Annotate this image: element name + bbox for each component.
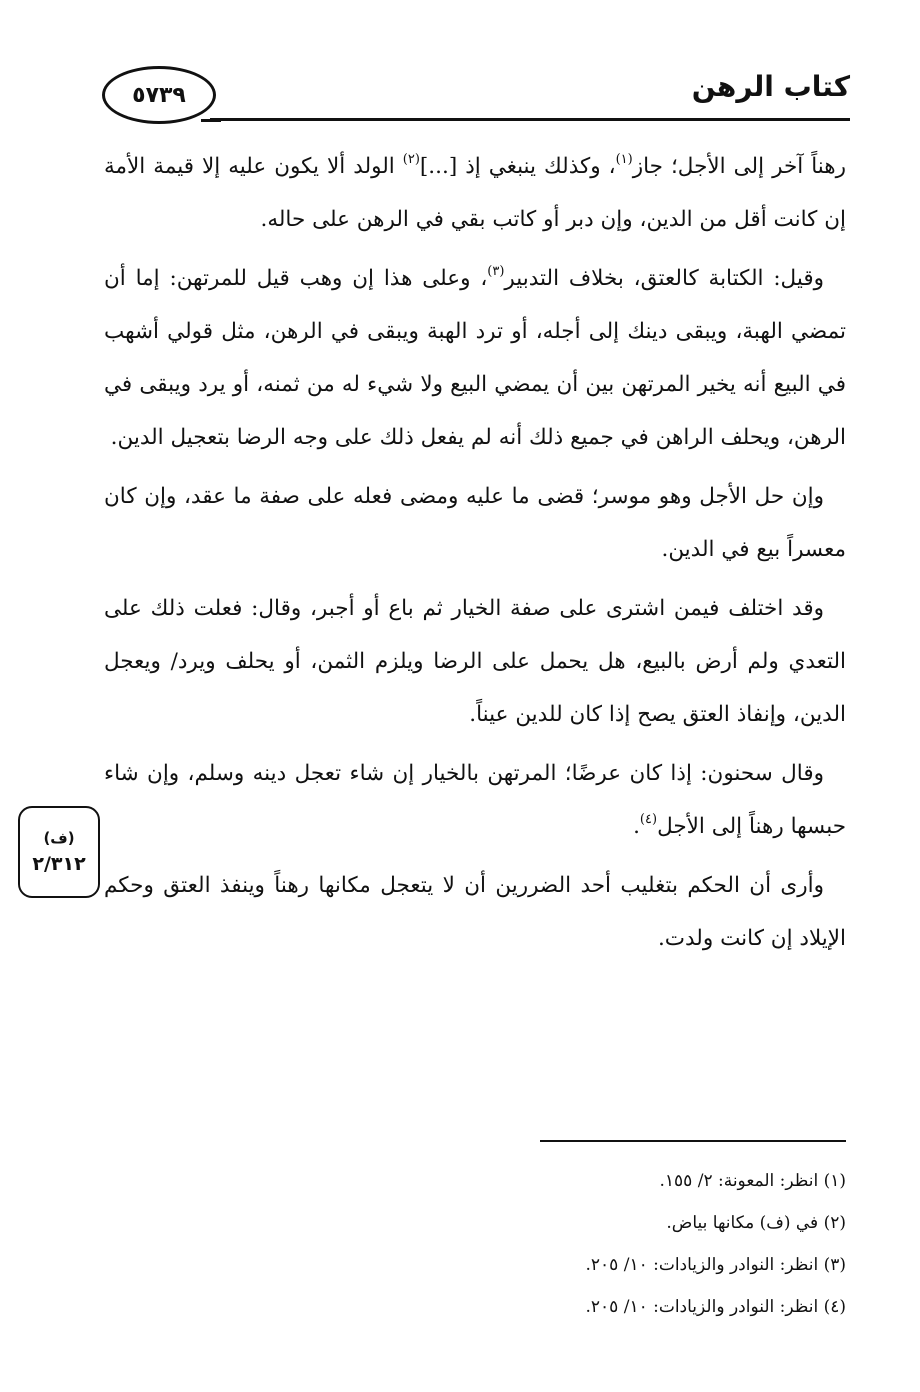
manuscript-siglum: (ف) xyxy=(43,829,75,847)
footnote-ref: (٢) xyxy=(402,152,420,167)
paragraph xyxy=(104,747,846,853)
main-text xyxy=(104,140,846,971)
footnote-ref: (٣) xyxy=(487,264,505,279)
paragraph xyxy=(104,140,846,246)
footnote: (١) انظر: المعونة: ٢/ ١٥٥. xyxy=(659,1171,846,1191)
paragraph-text: وقال سحنون: إذا كان عرضًا؛ المرتهن بالخيار إن شاء تعجل دينه وسلم، وإن شاء حبسها رهناً إلى الأجل xyxy=(104,761,846,839)
book-title: كتاب الرهن xyxy=(691,70,850,103)
paragraph: وأرى أن الحكم بتغليب أحد الضررين أن لا يتعجل مكانها رهناً وينفذ العتق وحكم الإيلاد إن كانت ولدت. xyxy=(104,873,846,951)
footnote-separator xyxy=(540,1140,846,1142)
footnote-ref: (١) xyxy=(615,152,633,167)
paragraph-text: وقيل: الكتابة كالعتق، بخلاف التدبير xyxy=(504,266,824,291)
page-header xyxy=(100,52,850,132)
manuscript-folio-note xyxy=(18,806,100,898)
header-rule xyxy=(210,118,850,121)
paragraph-text: ، وكذلك ينبغي إذ [...] xyxy=(419,154,616,179)
footnote-ref: (٤) xyxy=(639,812,658,827)
folio-number: ٢/٣١٢ xyxy=(32,853,86,875)
paragraph-text: رهناً آخر إلى الأجل؛ جاز xyxy=(632,154,846,179)
paragraph: وقد اختلف فيمن اشترى على صفة الخيار ثم باع أو أجبر، وقال: فعلت ذلك على التعدي ولم أرض بالبيع، هل يحمل على الرضا ويلزم الثمن، أو يحلف ويرد/ ويعجل الدين، وإنفاذ العتق يصح إذا كان للدين عيناً. xyxy=(104,596,846,727)
footnote: (٤) انظر: النوادر والزيادات: ١٠/ ٢٠٥. xyxy=(585,1297,846,1317)
footnote: (٢) في (ف) مكانها بياض. xyxy=(666,1213,846,1233)
paragraph-text: ، وعلى هذا إن وهب قيل للمرتهن: إما أن تمضي الهبة، ويبقى دينك إلى أجله، أو ترد الهبة ويبقى في الرهن، مثل قولي أشهب في البيع أنه يخير المرتهن بين أن يمضي البيع ولا شيء له من ثمنه، أو يرد ويبقى في الرهن، ويحلف الراهن في جميع ذلك أنه لم يفعل ذلك على وجه الرضا بتعجيل الدين. xyxy=(104,266,846,450)
paragraph xyxy=(104,252,846,464)
footnote: (٣) انظر: النوادر والزيادات: ١٠/ ٢٠٥. xyxy=(585,1255,846,1275)
paragraph: وإن حل الأجل وهو موسر؛ قضى ما عليه ومضى فعله على صفة ما عقد، وإن كان معسراً بيع في الدين. xyxy=(104,484,846,562)
page-number: ٥٧٣٩ xyxy=(102,66,216,124)
paragraph-text: الولد ألا يكون عليه إلا قيمة الأمة إن كانت أقل من الدين، وإن دبر أو كاتب بقي في الرهن على حاله. xyxy=(104,154,846,232)
footnotes xyxy=(106,1160,846,1328)
paragraph-text: . xyxy=(633,814,640,839)
